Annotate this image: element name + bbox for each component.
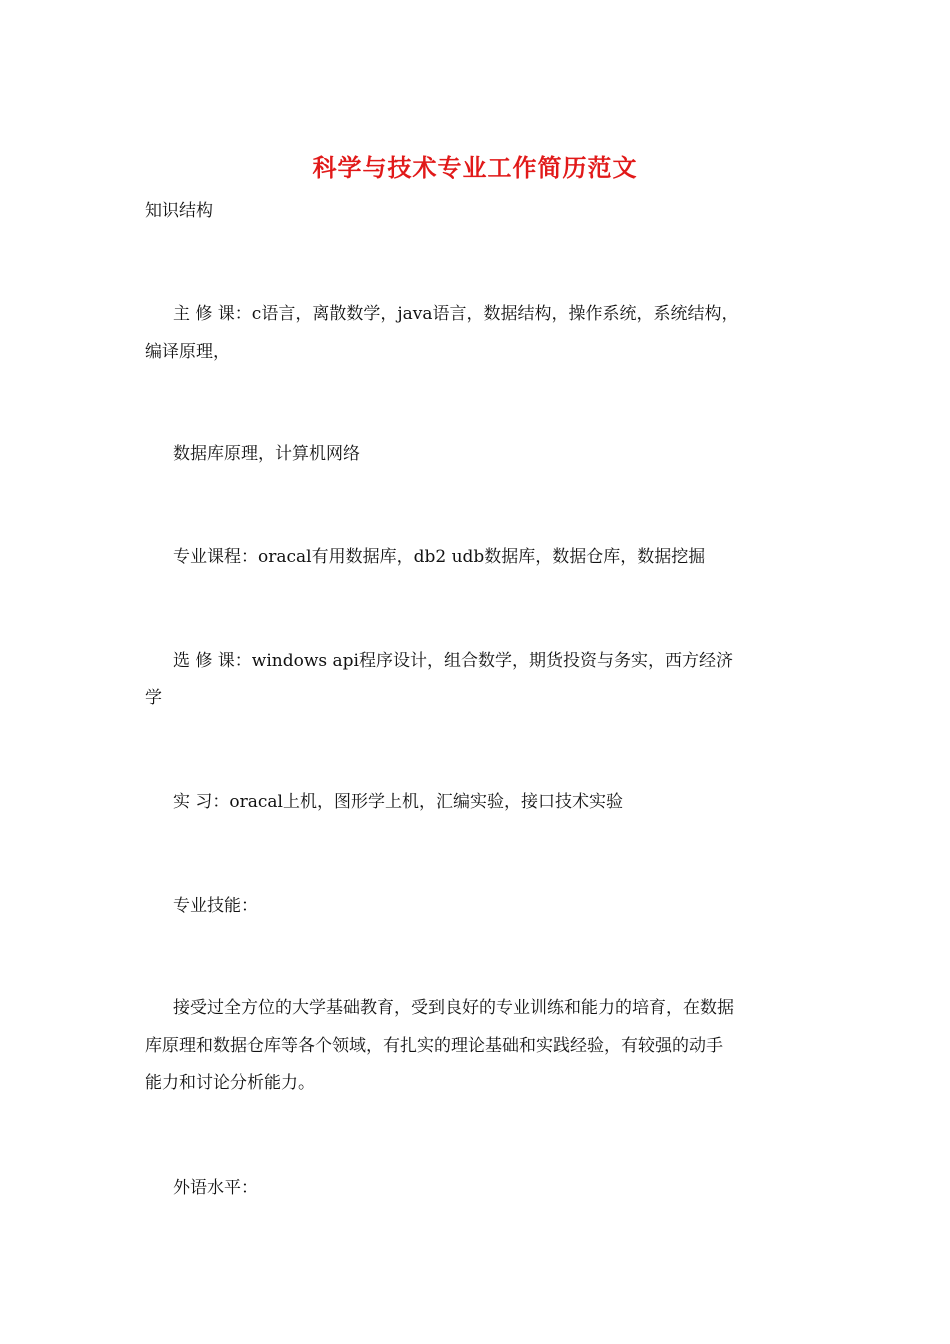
required-courses-line-3: 数据库原理，计算机网络 [173, 444, 360, 464]
internship-line: 实 习：oracal上机，图形学上机，汇编实验，接口技术实验 [173, 792, 623, 812]
professional-skills-line-3: 能力和讨论分析能力。 [145, 1073, 315, 1093]
elective-courses-line-1: 选 修 课：windows api程序设计，组合数学，期货投资与务实，西方经济 [173, 651, 733, 671]
knowledge-structure-heading: 知识结构 [145, 201, 213, 221]
professional-skills-line-1: 接受过全方位的大学基础教育，受到良好的专业训练和能力的培育，在数据 [173, 998, 734, 1018]
foreign-language-heading: 外语水平： [173, 1178, 258, 1198]
elective-courses-line-2: 学 [145, 688, 162, 708]
professional-skills-line-2: 库原理和数据仓库等各个领域，有扎实的理论基础和实践经验，有较强的动手 [145, 1036, 723, 1056]
major-courses-line: 专业课程：oracal有用数据库，db2 udb数据库，数据仓库，数据挖掘 [173, 547, 706, 567]
required-courses-line-1: 主 修 课：c语言，离散数学，java语言，数据结构，操作系统，系统结构， [173, 304, 739, 324]
professional-skills-heading: 专业技能： [173, 896, 258, 916]
document-title: 科学与技术专业工作简历范文 [312, 153, 638, 182]
required-courses-line-2: 编译原理， [145, 342, 230, 362]
